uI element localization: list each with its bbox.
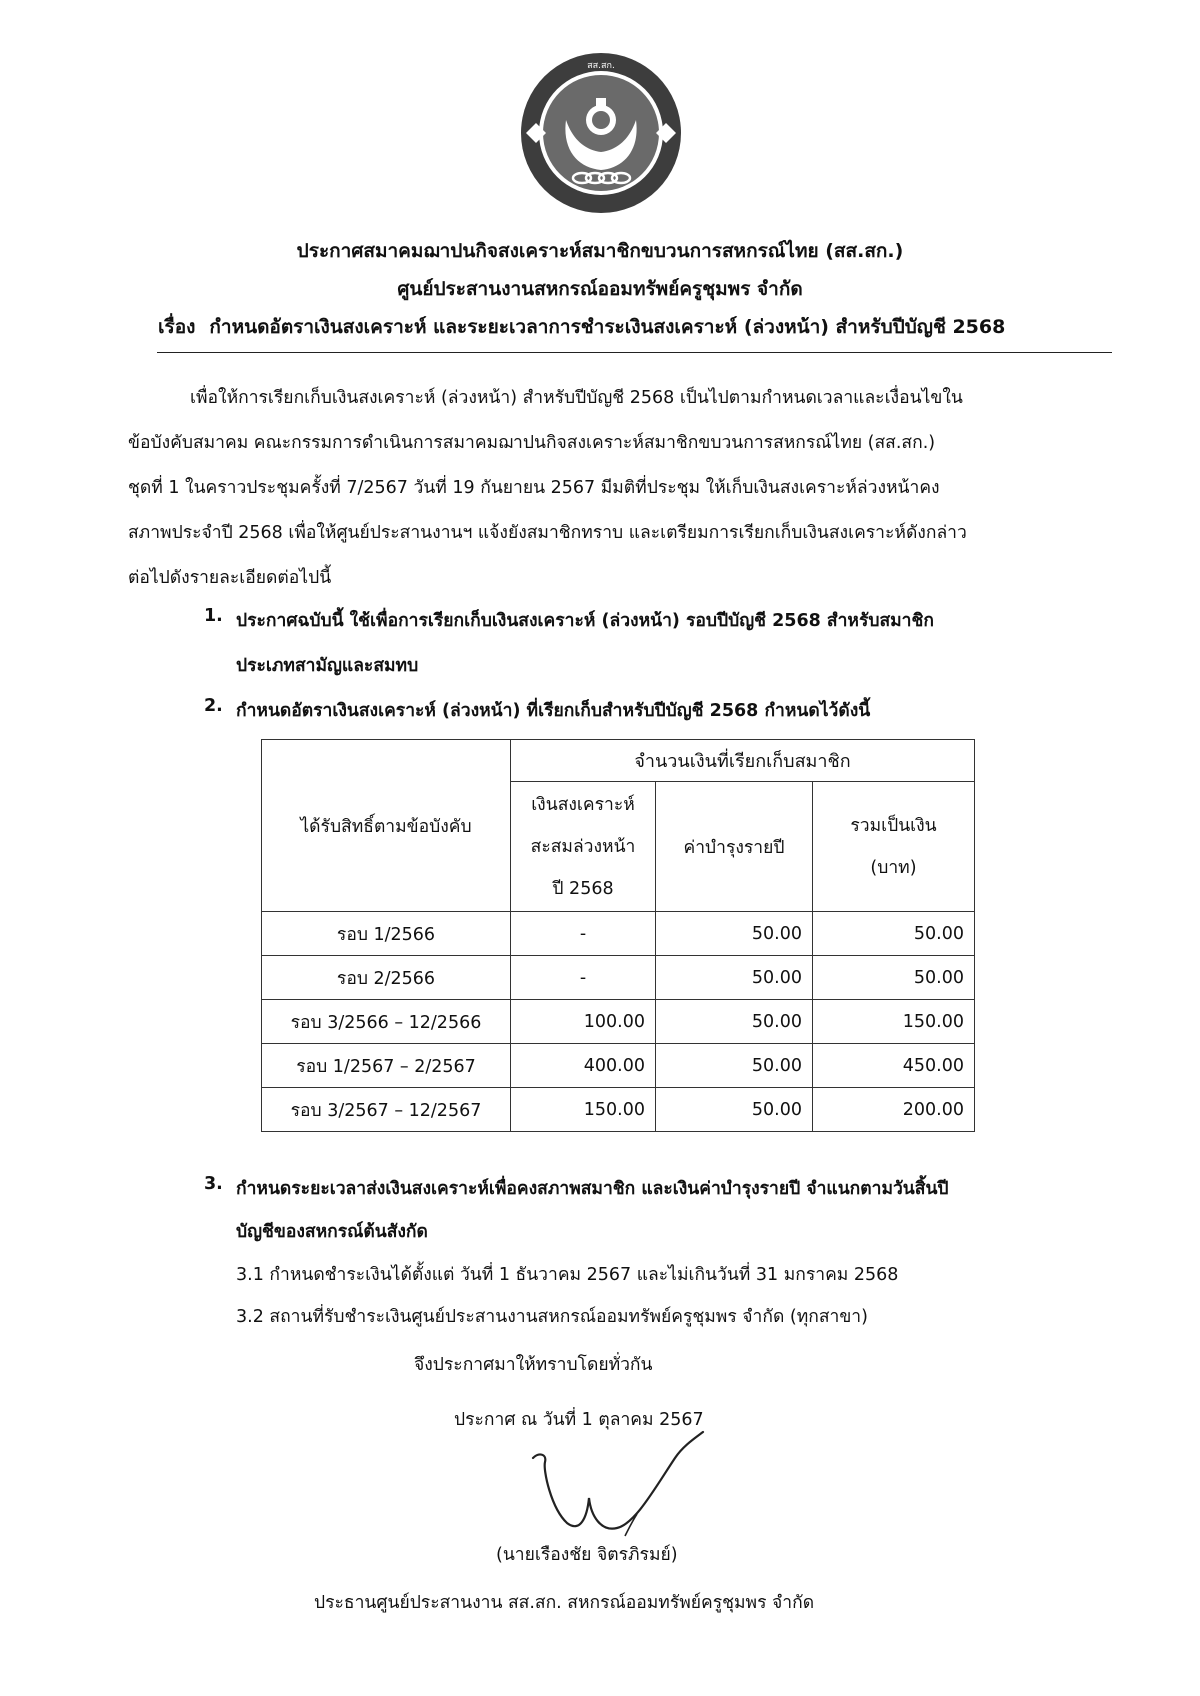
item-text: ประกาศฉบับนี้ ใช้เพื่อการเรียกเก็บเงินสงเคราะห์ (ล่วงหน้า) รอบปีบัญชี 2568 สำหรับสมาชิก bbox=[236, 611, 934, 631]
cell-total: 50.00 bbox=[813, 912, 975, 956]
cell-total: 450.00 bbox=[813, 1044, 975, 1088]
cell-advance: 100.00 bbox=[511, 1000, 656, 1044]
cell-period: รอบ 1/2567 – 2/2567 bbox=[262, 1044, 511, 1088]
table-row bbox=[262, 956, 975, 1000]
cell-fee: 50.00 bbox=[656, 956, 813, 1000]
table-row bbox=[262, 1000, 975, 1044]
cell-advance: 400.00 bbox=[511, 1044, 656, 1088]
item-number: 3. bbox=[204, 1174, 223, 1194]
sub-item-3-2: 3.2 สถานที่รับชำระเงินศูนย์ประสานงานสหกรณ์ออมทรัพย์ครูชุมพร จำกัด (ทุกสาขา) bbox=[236, 1307, 868, 1327]
column-header-fee: ค่าบำรุงรายปี bbox=[656, 782, 813, 912]
subject-lead: เรื่อง bbox=[158, 316, 196, 338]
cell-period: รอบ 1/2566 bbox=[262, 912, 511, 956]
group-header-amount: จำนวนเงินที่เรียกเก็บสมาชิก bbox=[511, 740, 975, 782]
handwritten-signature-icon bbox=[525, 1428, 735, 1548]
cell-period: รอบ 3/2566 – 12/2566 bbox=[262, 1000, 511, 1044]
item-text: กำหนดระยะเวลาส่งเงินสงเคราะห์เพื่อคงสภาพสมาชิก และเงินค่าบำรุงรายปี จำแนกตามวันสิ้นปี bbox=[236, 1179, 949, 1199]
table-row bbox=[262, 1044, 975, 1088]
header-text: (บาท) bbox=[870, 857, 917, 878]
intro-line: ข้อบังคับสมาคม คณะกรรมการดำเนินการสมาคมฌาปนกิจสงเคราะห์สมาชิกขบวนการสหกรณ์ไทย (สส.สก.) bbox=[128, 433, 936, 453]
signatory-name: (นายเรืองชัย จิตรภิรมย์) bbox=[496, 1545, 678, 1565]
item-number: 1. bbox=[204, 606, 223, 626]
cell-fee: 50.00 bbox=[656, 1044, 813, 1088]
subject-text: กำหนดอัตราเงินสงเคราะห์ และระยะเวลาการชำระเงินสงเคราะห์ (ล่วงหน้า) สำหรับปีบัญชี 2568 bbox=[209, 316, 1006, 338]
header-title-line1: ประกาศสมาคมฌาปนกิจสงเคราะห์สมาชิกขบวนการสหกรณ์ไทย (สส.สก.) bbox=[296, 240, 904, 262]
closing-date: ประกาศ ณ วันที่ 1 ตุลาคม 2567 bbox=[454, 1410, 704, 1430]
signatory-title: ประธานศูนย์ประสานงาน สส.สก. สหกรณ์ออมทรัพย์ครูชุมพร จำกัด bbox=[314, 1593, 815, 1613]
column-header-advance bbox=[511, 782, 656, 912]
header-text: ปี 2568 bbox=[552, 878, 614, 899]
table-row bbox=[262, 1088, 975, 1132]
cell-fee: 50.00 bbox=[656, 912, 813, 956]
column-header-entitlement: ได้รับสิทธิ์ตามข้อบังคับ bbox=[262, 740, 511, 912]
subject-line bbox=[158, 312, 1118, 342]
cell-fee: 50.00 bbox=[656, 1000, 813, 1044]
cell-total: 200.00 bbox=[813, 1088, 975, 1132]
header-text: รวมเป็นเงิน bbox=[850, 815, 937, 836]
intro-line: ต่อไปดังรายละเอียดต่อไปนี้ bbox=[128, 568, 332, 588]
cell-total: 50.00 bbox=[813, 956, 975, 1000]
column-header-total bbox=[813, 782, 975, 912]
cell-total: 150.00 bbox=[813, 1000, 975, 1044]
sub-item-3-1: 3.1 กำหนดชำระเงินได้ตั้งแต่ วันที่ 1 ธันวาคม 2567 และไม่เกินวันที่ 31 มกราคม 2568 bbox=[236, 1265, 899, 1285]
closing-announce: จึงประกาศมาให้ทราบโดยทั่วกัน bbox=[414, 1355, 653, 1375]
association-seal-icon bbox=[518, 50, 684, 216]
svg-text:สส.สก.: สส.สก. bbox=[587, 61, 615, 71]
fee-table bbox=[261, 739, 975, 1132]
header-title-line2: ศูนย์ประสานงานสหกรณ์ออมทรัพย์ครูชุมพร จำกัด bbox=[397, 278, 803, 300]
cell-advance: - bbox=[511, 956, 656, 1000]
item-text: บัญชีของสหกรณ์ต้นสังกัด bbox=[236, 1222, 428, 1242]
item-text: กำหนดอัตราเงินสงเคราะห์ (ล่วงหน้า) ที่เรียกเก็บสำหรับปีบัญชี 2568 กำหนดไว้ดังนี้ bbox=[236, 701, 871, 721]
cell-period: รอบ 3/2567 – 12/2567 bbox=[262, 1088, 511, 1132]
intro-line: สภาพประจำปี 2568 เพื่อให้ศูนย์ประสานงานฯ แจ้งยังสมาชิกทราบ และเตรียมการเรียกเก็บเงินสงเคราะห์ดังกล่าว bbox=[128, 523, 967, 543]
intro-line: เพื่อให้การเรียกเก็บเงินสงเคราะห์ (ล่วงหน้า) สำหรับปีบัญชี 2568 เป็นไปตามกำหนดเวลาและเงื่อนไขใน bbox=[190, 388, 963, 408]
item-number: 2. bbox=[204, 696, 223, 716]
intro-line: ชุดที่ 1 ในคราวประชุมครั้งที่ 7/2567 วันที่ 19 กันยายน 2567 มีมติที่ประชุม ให้เก็บเงินสงเคราะห์ล่วงหน้าคง bbox=[128, 478, 940, 498]
cell-advance: - bbox=[511, 912, 656, 956]
header-text: เงินสงเคราะห์ bbox=[531, 794, 635, 815]
table-row bbox=[262, 912, 975, 956]
header-text: สะสมล่วงหน้า bbox=[530, 836, 636, 857]
item-text: ประเภทสามัญและสมทบ bbox=[236, 656, 419, 676]
header-divider bbox=[157, 352, 1112, 353]
cell-fee: 50.00 bbox=[656, 1088, 813, 1132]
cell-period: รอบ 2/2566 bbox=[262, 956, 511, 1000]
cell-advance: 150.00 bbox=[511, 1088, 656, 1132]
